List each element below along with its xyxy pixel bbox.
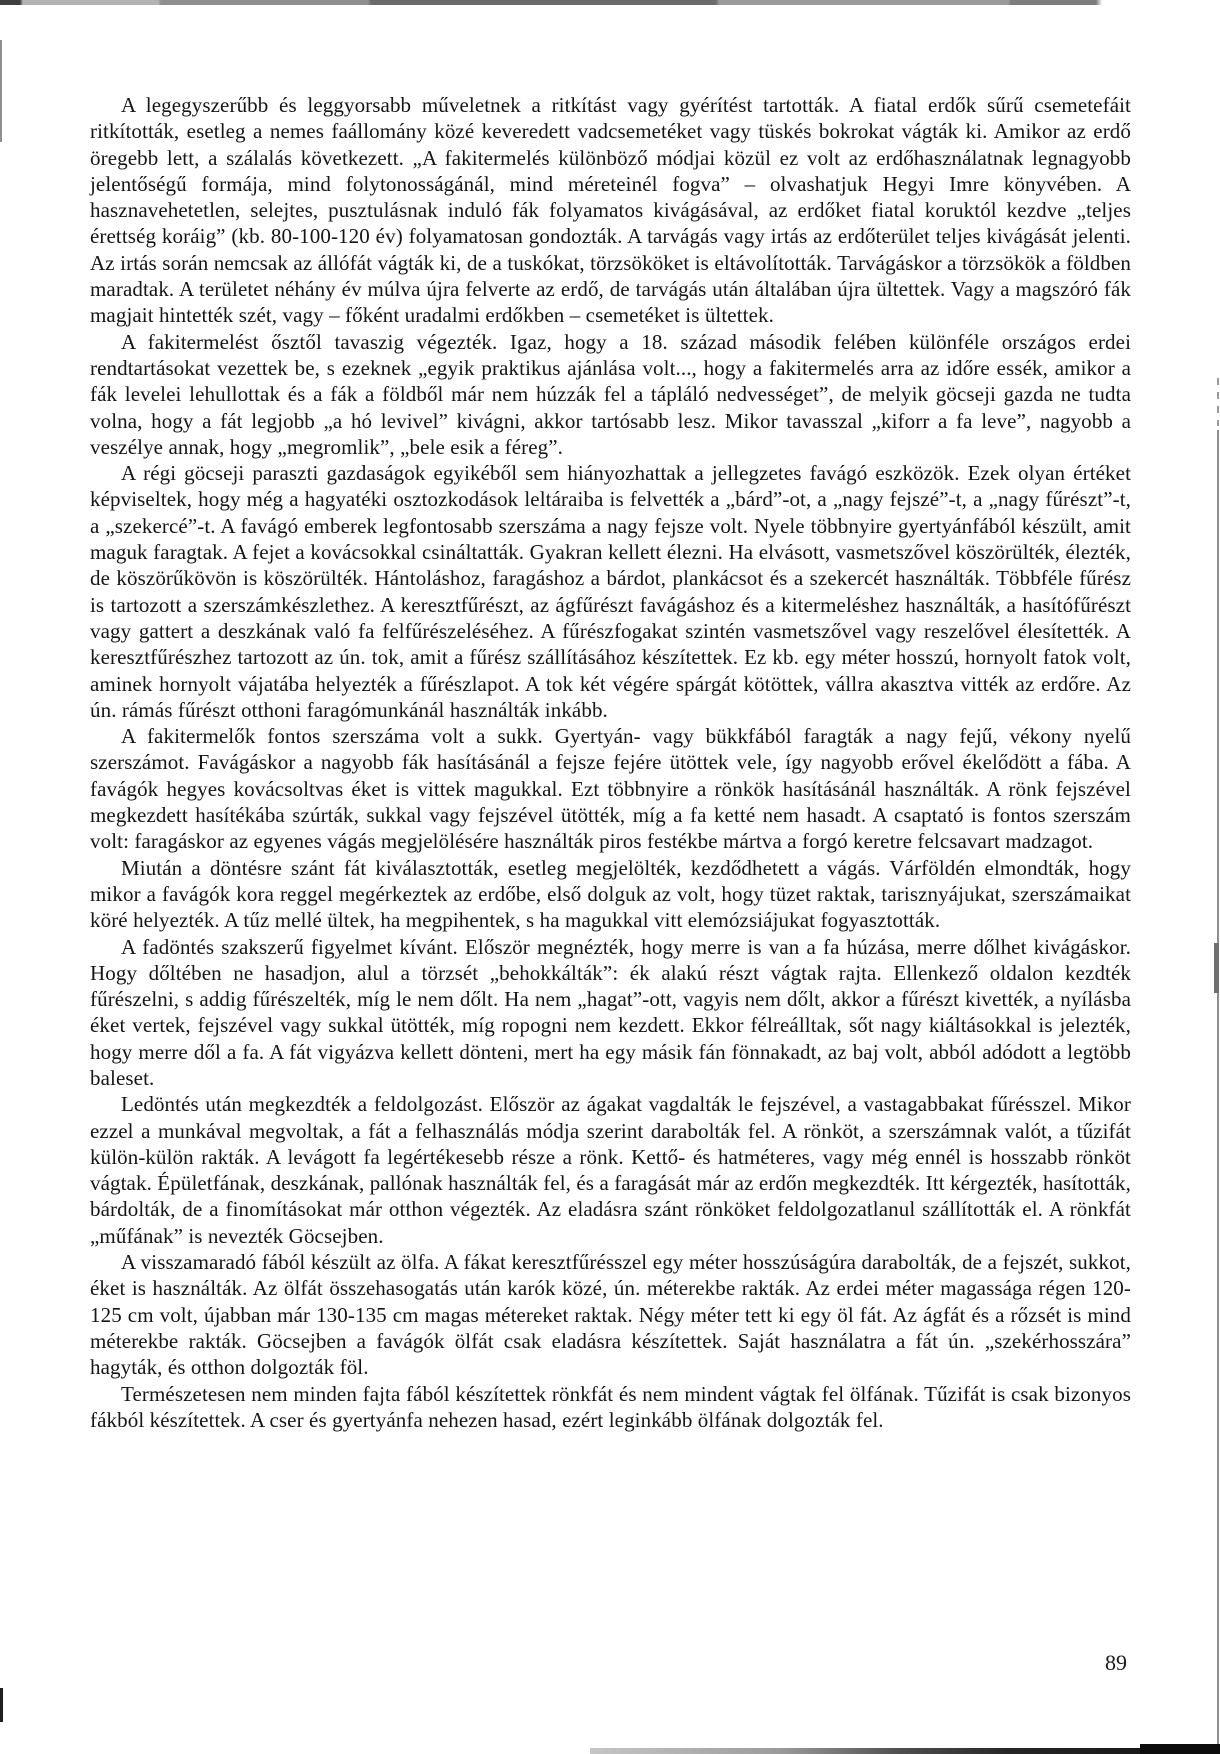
scan-artifact-right-edge [1217,430,1219,1754]
paragraph: Ledöntés után megkezdték a feldolgozást. Először az ágakat vagdalták le fejszével, a vastagabbakat fűrésszel. Mikor ezzel a munkával megvoltak, a fát a felhasználás módja szerint darabolták fel. A rönköt, a szerszámnak valót, a tűzifát külön-külön rakták. A levágott fa legértékesebb része a rönk. Kettő- és hatméteres, vagy még ennél is hosszabb rönköt vágtak. Épületfának, deszkának, pallónak használták fel, és a faragását már az erdőn megkezdték. Itt kérgezték, hasították, bárdolták, de a finomításokat már otthon végezték. Az eladásra szánt rönköket feldolgozatlanul szállították el. A rönkfát „műfának” is nevezték Göcsejben. [90,1092,1131,1248]
page-number: 89 [1105,1650,1127,1675]
paragraph: A régi göcseji paraszti gazdaságok egyikéből sem hiányozhattak a jellegzetes favágó eszközök. Ezek olyan értéket képviseltek, hogy még a hagyatéki osztozkodások leltáraiba is felvették a „bárd”-ot, a „nagy fejszé”-t, a „nagy fűrészt”-t, a „szekercé”-t. A favágó emberek legfontosabb szerszáma a nagy fejsze volt. Nyele többnyire gyertyánfából készült, amit maguk faragtak. A fejet a kovácsokkal csináltatták. Gyakran kellett élezni. Ha elvásott, vasmetszővel köszörülték, élezték, de köszörűkövön is köszörülték. Hántoláshoz, faragáshoz a bárdot, plankácsot és a szekercét használták. Többféle fűrész is tartozott a szerszámkészlethez. A keresztfűrészt, az ágfűrészt favágáshoz és a kitermeléshez használták, a hasítófűrészt vagy gattert a deszkának való fa felfűrészeléséhez. A fűrészfogakat szintén vasmetszővel vagy reszelővel élesítették. A keresztfűrészhez tartozott az ún. tok, amit a fűrész szállításához készítettek. Ez kb. egy méter hosszú, hornyolt fatok volt, aminek hornyolt vájatába helyezték a fűrészlapot. A tok két végére spárgát kötöttek, vállra akasztva vitték az erdőre. Az ún. rámás fűrészt otthoni faragómunkánál használták inkább. [90,461,1131,722]
paragraph: Miután a döntésre szánt fát kiválasztották, esetleg megjelölték, kezdődhetett a vágás. Várföldén elmondták, hogy mikor a favágók kora reggel megérkeztek az erdőbe, első dolguk az volt, hogy tüzet raktak, tarisznyájukat, szerszámaikat köré helyezték. A tűz mellé ültek, ha megpihentek, s ha magukkal vitt elemózsiájukat fogyasztották. [90,855,1131,933]
paragraph: Természetesen nem minden fajta fából készítettek rönkfát és nem mindent vágtak fel ölfának. Tűzifát is csak bizonyos fákból készítettek. A cser és gyertyánfa nehezen hasad, ezért leginkább ölfának dolgozták fel. [90,1381,1131,1432]
scan-artifact-left-bottom [0,1688,3,1722]
paragraph: A fakitermelést ősztől tavaszig végezték. Igaz, hogy a 18. század második felében különféle országos erdei rendtartásokat vezettek be, s ezeknek „egyik praktikus ajánlása volt..., hogy a fakitermelés arra az időre essék, amikor a fák levelei lehullottak és a fák a földből már nem húzzák fel a tápláló nedvességet”, de melyik göcseji gazda ne tudta volna, hogy a fát legjobb „a hó levivel” kivágni, akkor tartósabb lesz. Mikor tavasszal „kiforr a fa leve”, nagyobb a veszélye annak, hogy „megromlik”, „bele esik a féreg”. [90,329,1131,459]
scan-artifact-right-thick [1214,943,1219,993]
paragraph: A visszamaradó fából készült az ölfa. A fákat keresztfűrésszel egy méter hosszúságúra darabolták, de a fejszét, sukkot, éket is használták. Az ölfát összehasogatás után karók közé, ún. méterekbe rakták. Az erdei méter magassága régen 120-125 cm volt, újabban már 130-135 cm magas métereket raktak. Négy méter tett ki egy öl fát. Az ágfát és a rőzsét is mind méterekbe rakták. Göcsejben a favágók ölfát csak eladásra készítettek. Saját használatra a fát ún. „szekérhosszára” hagyták, és otthon dolgozták föl. [90,1250,1131,1380]
scan-artifact-right-dashes [1217,378,1219,426]
scan-artifact-top-edge [0,0,1220,5]
paragraph: A fadöntés szakszerű figyelmet kívánt. Először megnézték, hogy merre is van a fa húzása, merre dőlhet kivágáskor. Hogy dőltében ne hasadjon, alul a törzsét „behokkálták”: ék alakú részt vágtak rajta. Ellenkező oldalon kezdték fűrészelni, s addig fűrészelték, míg le nem dőlt. Ha nem „hagat”-ott, vagyis nem dőlt, akkor a fűrészt kivették, a nyílásba éket vertek, fejszével vagy sukkal ütötték, míg ropogni nem kezdett. Ekkor félreálltak, sőt nagy kiáltásokkal is jelezték, hogy merre dől a fa. A fát vigyázva kellett dönteni, mert ha egy másik fán fönnakadt, az baj volt, abból adódott a legtöbb baleset. [90,934,1131,1090]
body-text [90,92,1131,1433]
paragraph: A legegyszerűbb és leggyorsabb műveletnek a ritkítást vagy gyérítést tartották. A fiatal erdők sűrű csemetefáit ritkították, esetleg a nemes faállomány közé keveredett vadcsemetéket vagy tüskés bokrokat vágták ki. Amikor az erdő öregebb lett, a szálalás következett. „A fakitermelés különböző módjai közül ez volt az erdőhasználatnak legnagyobb jelentőségű formája, mind folytonosságánál, mind méreteinél fogva” – olvashatjuk Hegyi Imre könyvében. A hasznavehetetlen, selejtes, pusztulásnak induló fák folyamatos kivágásával, az erdőket fiatal koruktól kezdve „teljes érettség koráig” (kb. 80-100-120 év) folyamatosan gondozták. A tarvágás vagy irtás az erdőterület teljes kivágását jelenti. Az irtás során nemcsak az állófát vágták ki, de a tuskókat, törzsököket is eltávolították. Tarvágáskor a törzsökök a földben maradtak. A területet néhány év múlva újra felverte az erdő, de tarvágás után általában újra ültettek. Vagy a magszóró fák magjait hintették szét, vagy – főként uradalmi erdőkben – csemetéket is ültettek. [90,93,1131,328]
paragraph: A fakitermelők fontos szerszáma volt a sukk. Gyertyán- vagy bükkfából faragták a nagy fejű, vékony nyelű szerszámot. Favágáskor a nagyobb fák hasításánál a fejsze fejére ütöttek vele, így nagyobb erővel ékelődött a fába. A favágók hegyes kovácsoltvas éket is vittek magukkal. Ezt többnyire a rönkök hasításánál használták. A rönk fejszével megkezdett hasítékába szúrták, sukkal vagy fejszével ütötték, míg a fa ketté nem hasadt. A csaptató is fontos szerszám volt: faragáskor az egyenes vágás megjelölésére használták piros festékbe mártva a forgó keretre felcsavart madzagot. [90,724,1131,854]
scan-artifact-left-edge [0,40,2,142]
scan-artifact-bottom-chunk [1140,1744,1220,1754]
scan-artifact-bottom-edge [590,1748,1220,1754]
